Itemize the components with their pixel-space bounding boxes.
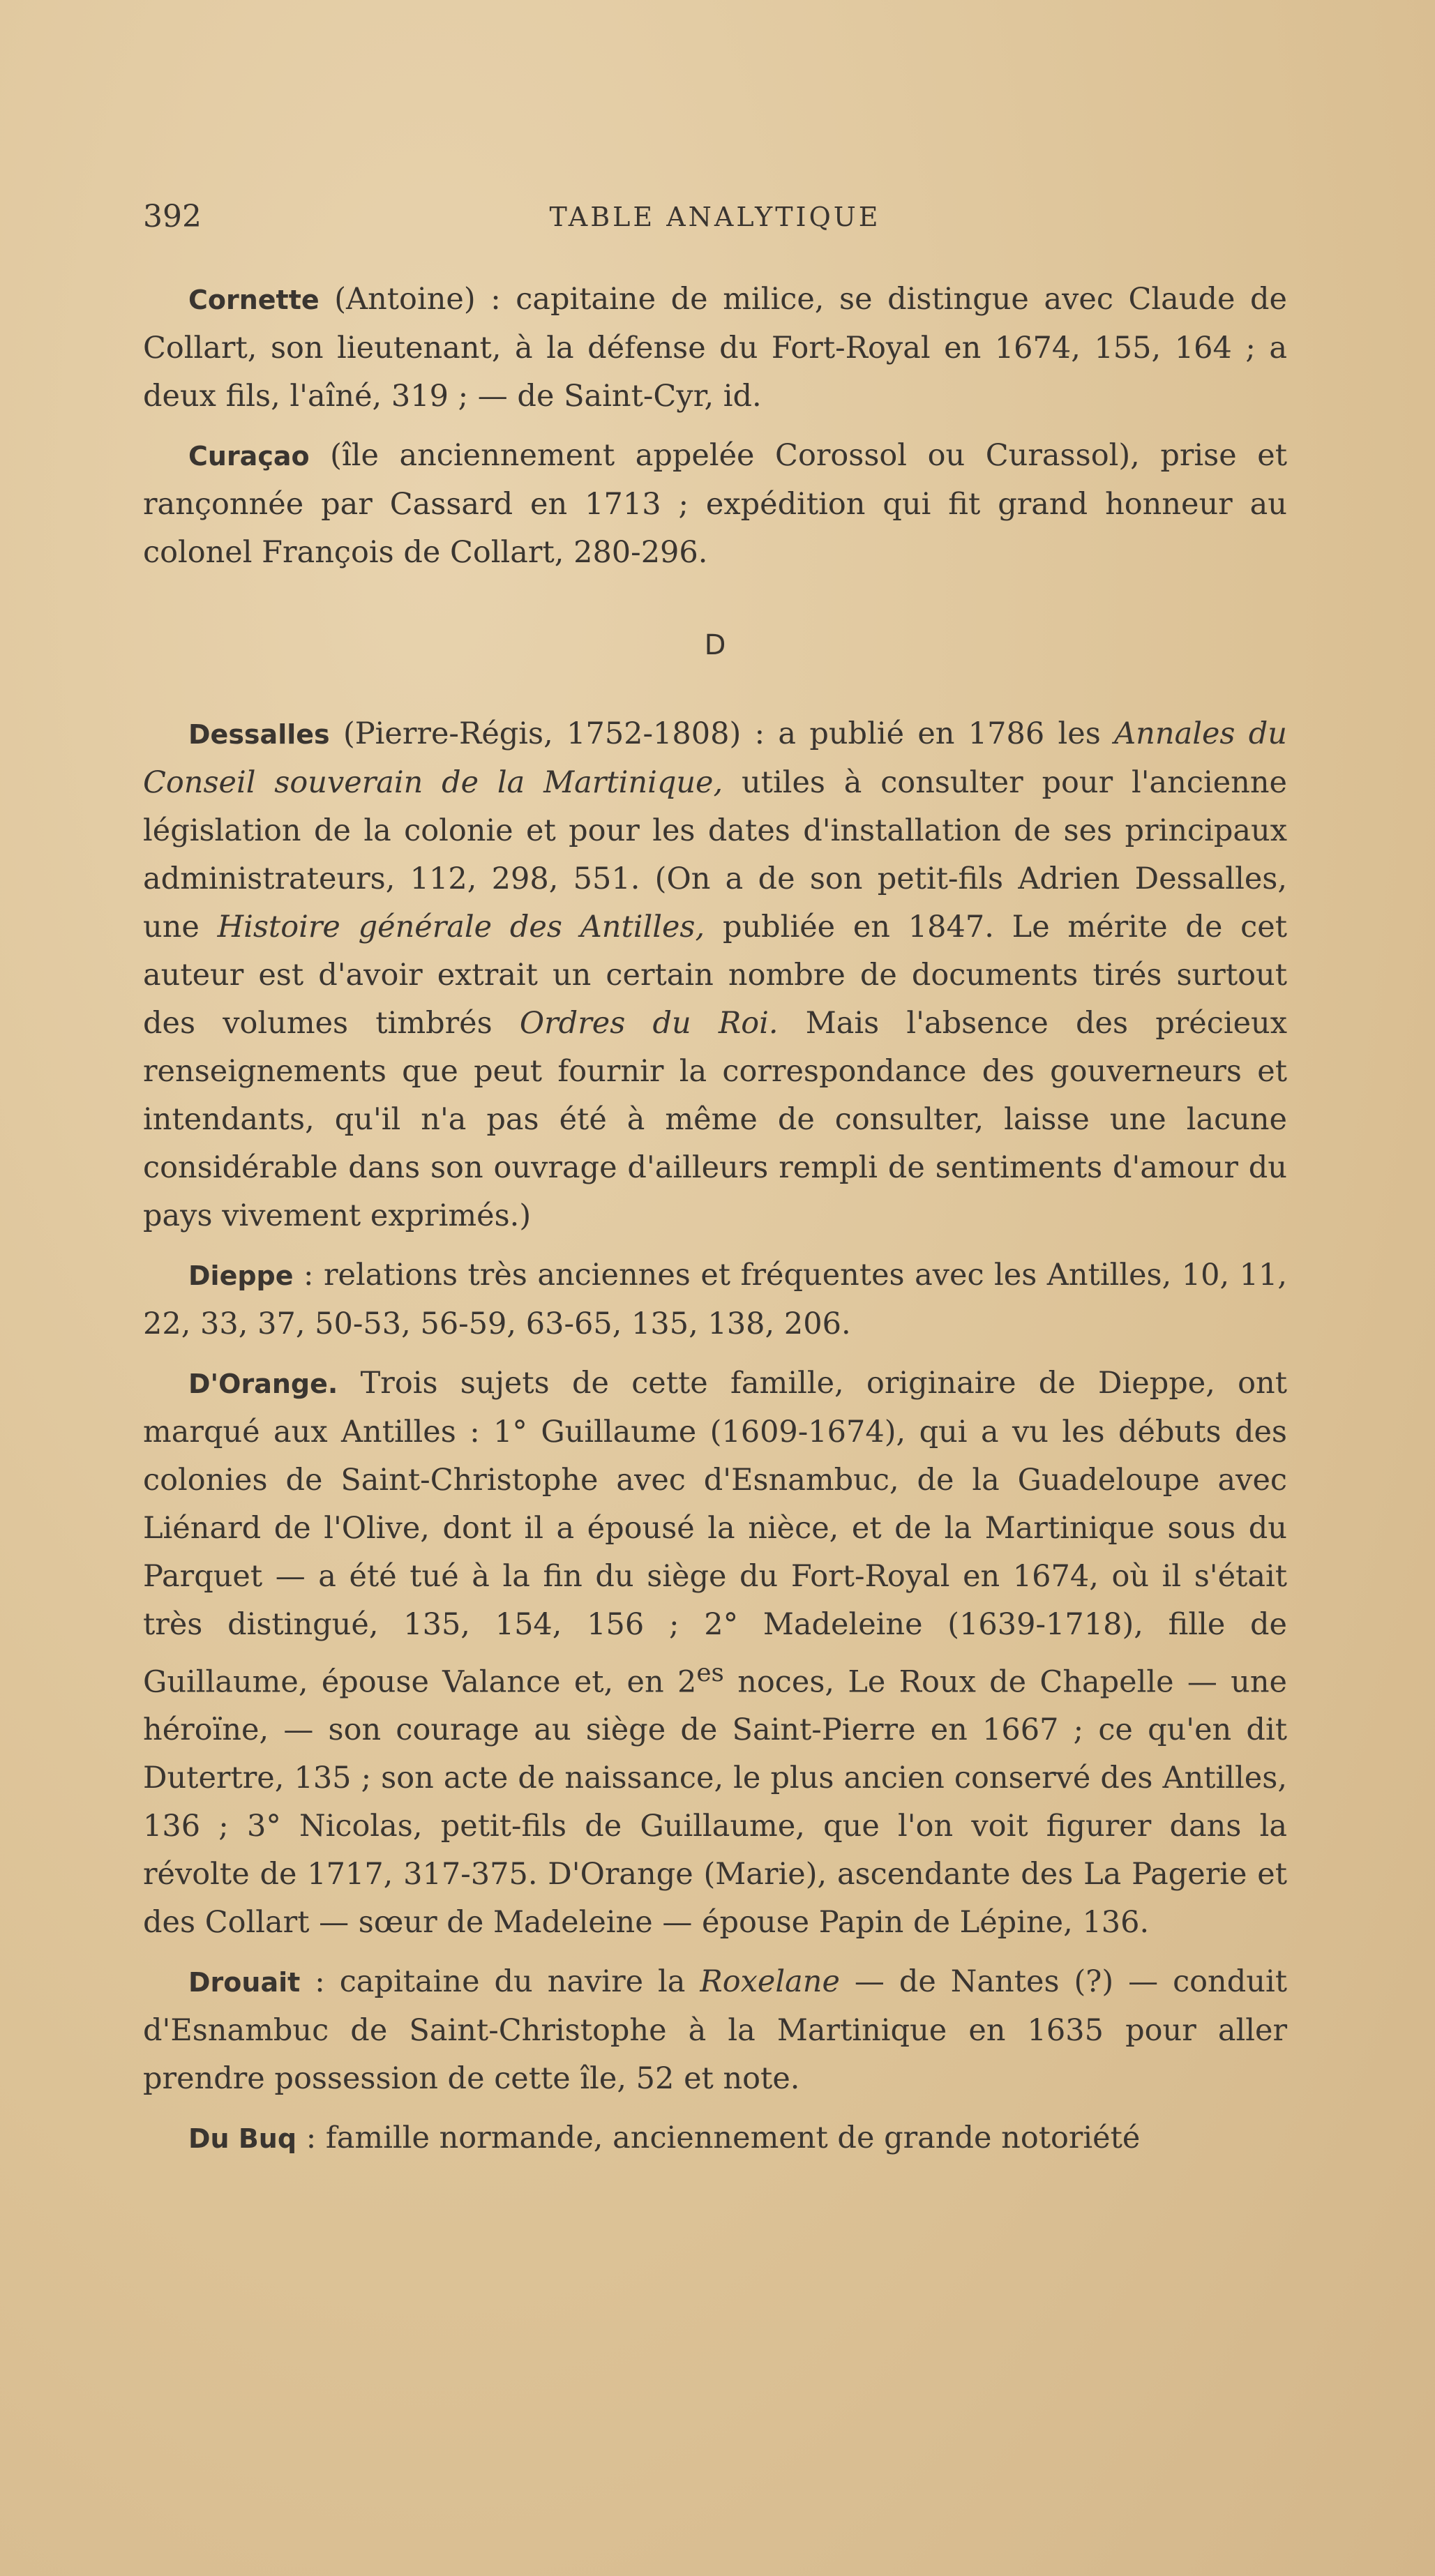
index-entry-dubuq — [143, 2114, 1287, 2163]
entry-term: Drouait — [188, 1967, 301, 1998]
index-entry-dorange — [143, 1359, 1287, 1947]
ordinal-superscript: es — [696, 1659, 724, 1687]
entry-text: noces, Le Roux de Chapelle — une héroïne, — son courage au siège de Saint-Pierre en 1667 ; ce qu'en dit Dutertre, 135 ; son acte de naissance, le plus ancien conservé des Antilles, 136 ; 3° Nicolas, petit-fils de Guillaume, que l'on voit figurer dans la révolte de 1717, 317-375. D'Orange (Marie), ascendante des La Pagerie et des Collart — sœur de Madeleine — épouse Papin de Lépine, 136. — [143, 1664, 1288, 1941]
entry-text: Mais l'absence des précieux renseignements que peut fournir la correspondance des gouverneurs et intendants, qu'il n'a pas été à même de consulter, laisse une lacune considérable dans son ouvrage d'ailleurs rempli de sentiments d'amour du pays vivement exprimés.) — [143, 1006, 1287, 1233]
index-entry-dieppe — [143, 1251, 1287, 1348]
ship-name-italic: Roxelane — [700, 1964, 840, 2000]
section-letter: D — [704, 629, 726, 661]
index-entry-cornette — [143, 276, 1287, 421]
page-number: 392 — [143, 199, 202, 234]
entry-term: Du Buq — [188, 2123, 297, 2155]
entry-term: Cornette — [188, 285, 320, 315]
index-entry-curacao — [143, 432, 1287, 577]
entry-text: (Antoine) : capitaine de milice, se distingue avec Claude de Collart, son lieutenant, à la défense du Fort-Royal en 1674, 155, 164 ; a deux fils, l'aîné, 319 ; — de Saint-Cyr, id. — [143, 282, 1287, 414]
entry-title-italic: Annales du Conseil souverain de la Martinique, — [143, 716, 1288, 800]
index-entry-dessalles — [143, 710, 1287, 1240]
entry-text: : relations très anciennes et fréquentes avec les Antilles, 10, 11, 22, 33, 37, 50-53, 56-59, 63-65, 135, 138, 206. — [143, 1258, 1287, 1341]
running-title: TABLE ANALYTIQUE — [549, 202, 881, 232]
entry-text: (île anciennement appelée Corossol ou Curassol), prise et rançonnée par Cassard en 1713 ; expédition qui fit grand honneur au colonel François de Collart, 280-296. — [143, 438, 1287, 570]
entry-term: Curaçao — [188, 441, 310, 472]
page-header — [143, 199, 1287, 241]
entry-term: Dessalles — [188, 719, 330, 750]
entry-text: (Pierre-Régis, 1752-1808) : a publié en 1786 les — [329, 716, 1115, 751]
index-entry-drouait — [143, 1958, 1287, 2103]
entry-text: : capitaine du navire la — [300, 1964, 700, 2000]
entry-term: Dieppe — [188, 1260, 294, 1291]
entry-text: Trois sujets de cette famille, originaire de Dieppe, ont marqué aux Antilles : 1° Guillaume (1609-1674), qui a vu les débuts des colonies de Saint-Christophe avec d'Esnambuc, de la Guadeloupe avec Liénard de l'Olive, dont il a épousé la nièce, et de la Martinique sous du Parquet — a été tué à la fin du siège du Fort-Royal en 1674, où il s'était très distingué, 135, 154, 156 ; 2° Madeleine (1639-1718), fille de Guillaume, épouse Valance et, en 2 — [143, 1366, 1287, 1700]
index-body — [143, 276, 1287, 2174]
entry-text: : famille normande, anciennement de grande notoriété — [296, 2121, 1141, 2156]
entry-term: D'Orange. — [188, 1369, 338, 1399]
entry-text: utiles à consulter pour l'ancienne législation de la colonie et pour les dates d'installation de ses principaux administrateurs, 112, 298, 551. (On a de son petit-fils Adrien Dessalles, une — [143, 765, 1287, 944]
entry-text: — de Nantes (?) — conduit d'Esnambuc de Saint-Christophe à la Martinique en 1635 pour aller prendre possession de cette île, 52 et note. — [143, 1964, 1287, 2097]
entry-title-italic: Ordres du Roi. — [519, 1006, 779, 1041]
entry-title-italic: Histoire générale des Antilles, — [217, 910, 705, 944]
entry-text: publiée en 1847. Le mérite de cet auteur est d'avoir extrait un certain nombre de documents tirés surtout des volumes timbrés — [143, 910, 1287, 1041]
